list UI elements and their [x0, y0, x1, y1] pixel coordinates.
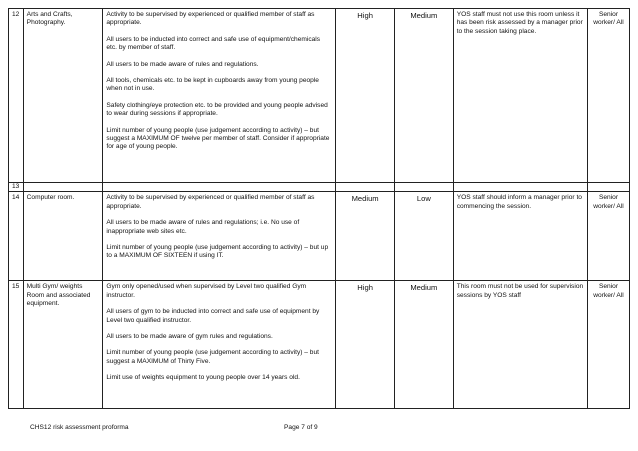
control-paragraph: Limit number of young people (use judgement according to activity) – but suggest a MAXIMUM of Thirty Five.: [106, 349, 319, 365]
severity-cell: Medium: [336, 192, 395, 281]
controls-cell: [103, 9, 336, 183]
control-paragraph: Limit number of young people (use judgement according to activity) – but up to a MAXIMUM OF SIXTEEN if using IT.: [106, 244, 329, 260]
control-paragraph: All users to be made aware of gym rules and regulations.: [106, 333, 273, 341]
controls-cell: [103, 183, 336, 192]
likelihood-cell: [394, 183, 453, 192]
controls-cell: [103, 192, 336, 281]
control-paragraph: All users to be made aware of rules and regulations; i.e. No use of inappropriate web sites etc.: [106, 219, 300, 235]
additional-controls-cell: YOS staff should inform a manager prior to commencing the session.: [453, 192, 587, 281]
additional-controls-cell: YOS staff must not use this room unless it has been risk assessed by a manager prior to the session taking place.: [453, 9, 587, 183]
table-row: [9, 281, 630, 409]
table-row: [9, 192, 630, 281]
control-paragraph: All users of gym to be inducted into correct and safe use of equipment by Level two qualified instructor.: [106, 308, 320, 324]
control-paragraph: Limit use of weights equipment to young people over 14 years old.: [106, 374, 300, 382]
responsible-cell: [587, 183, 629, 192]
risk-assessment-table: [8, 8, 630, 409]
row-number: 14: [9, 192, 24, 281]
control-paragraph: All tools, chemicals etc. to be kept in cupboards away from young people when not in use.: [106, 77, 319, 93]
responsible-cell: Senior worker/ All: [587, 9, 629, 183]
likelihood-cell: Medium: [394, 281, 453, 409]
severity-cell: High: [336, 9, 395, 183]
likelihood-cell: Medium: [394, 9, 453, 183]
activity-cell: Arts and Crafts, Photography.: [23, 9, 103, 183]
additional-controls-cell: This room must not be used for supervision sessions by YOS staff: [453, 281, 587, 409]
row-number: 12: [9, 9, 24, 183]
control-paragraph: All users to be inducted into correct and safe use of equipment/chemicals etc. by member of staff.: [106, 35, 321, 52]
control-paragraph: All users to be made aware of rules and regulations.: [106, 60, 259, 68]
control-paragraph: Gym only opened/used when supervised by Level two qualified Gym instructor.: [106, 283, 307, 299]
control-paragraph: Limit number of young people (use judgement according to activity) – but suggest a MAXIMUM OF twelve per member of staff. Consider if appropriate for age of young people.: [106, 126, 330, 151]
control-paragraph: Safety clothing/eye protection etc. to be provided and young people advised to wear during sessions if appropriate.: [106, 101, 328, 118]
activity-cell: Multi Gym/ weights Room and associated equipment.: [23, 281, 103, 409]
severity-cell: [336, 183, 395, 192]
row-number: 15: [9, 281, 24, 409]
page-number: Page 7 of 9: [284, 424, 318, 431]
additional-controls-cell: [453, 183, 587, 192]
controls-cell: [103, 281, 336, 409]
responsible-cell: Senior worker/ All: [587, 192, 629, 281]
likelihood-cell: Low: [394, 192, 453, 281]
responsible-cell: Senior worker/ All: [587, 281, 629, 409]
row-number: 13: [9, 183, 24, 192]
activity-cell: Computer room.: [23, 192, 103, 281]
table-row: [9, 183, 630, 192]
severity-cell: High: [336, 281, 395, 409]
table-row: [9, 9, 630, 183]
control-paragraph: Activity to be supervised by experienced or qualified member of staff as appropriate.: [106, 11, 315, 27]
activity-cell: [23, 183, 103, 192]
document-name: CHS12 risk assessment proforma: [30, 424, 129, 431]
control-paragraph: Activity to be supervised by experienced or qualified member of staff as appropriate.: [106, 194, 315, 210]
